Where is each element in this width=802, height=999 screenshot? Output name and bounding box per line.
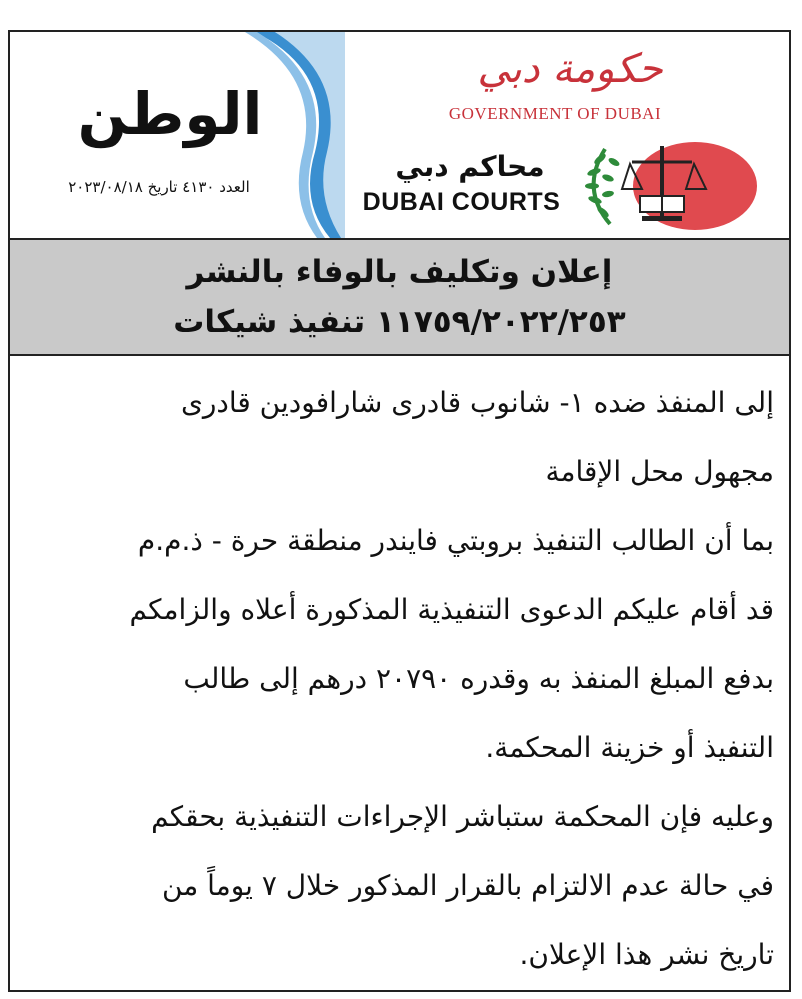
body-line: التنفيذ أو خزينة المحكمة.	[485, 731, 774, 764]
notice-frame	[8, 30, 791, 992]
body-line: وعليه فإن المحكمة ستباشر الإجراءات التنفيذية بحقكم	[151, 800, 774, 833]
body-line: تاريخ نشر هذا الإعلان.	[519, 938, 774, 971]
notice-title-band	[10, 238, 789, 356]
notice-title: إعلان وتكليف بالوفاء بالنشر	[186, 254, 613, 290]
case-number-title: ١١٧٥٩/٢٠٢٢/٢٥٣ تنفيذ شيكات	[173, 304, 626, 340]
body-line: قد أقام عليكم الدعوى التنفيذية المذكورة أعلاه والزامكم	[129, 593, 774, 626]
dubai-courts-english-label: DUBAI COURTS	[362, 188, 561, 216]
body-line: مجهول محل الإقامة	[545, 455, 774, 488]
body-line: بما أن الطالب التنفيذ بروبتي فايندر منطقة حرة - ذ.م.م	[137, 524, 774, 557]
dubai-courts-arabic-label: محاكم دبي	[395, 150, 545, 183]
notice-body	[24, 368, 774, 989]
body-line: إلى المنفذ ضده ١- شانوب قادرى شارافودين قادرى	[180, 386, 774, 419]
government-of-dubai-english-label: GOVERNMENT OF DUBAI	[448, 104, 662, 123]
government-of-dubai-arabic-logo: حكومة دبي	[477, 46, 663, 92]
notice-header	[10, 32, 789, 238]
body-line: بدفع المبلغ المنفذ به وقدره ٢٠٧٩٠ درهم إلى طالب	[183, 662, 774, 695]
dubai-courts-emblem-icon	[570, 134, 760, 234]
body-line: في حالة عدم الالتزام بالقرار المذكور خلال ٧ يوماً من	[161, 869, 774, 902]
al-watan-newspaper-logo: الوطن	[77, 80, 263, 148]
issue-number-date: العدد ٤١٣٠ تاريخ ٢٠٢٣/٠٨/١٨	[68, 178, 250, 196]
